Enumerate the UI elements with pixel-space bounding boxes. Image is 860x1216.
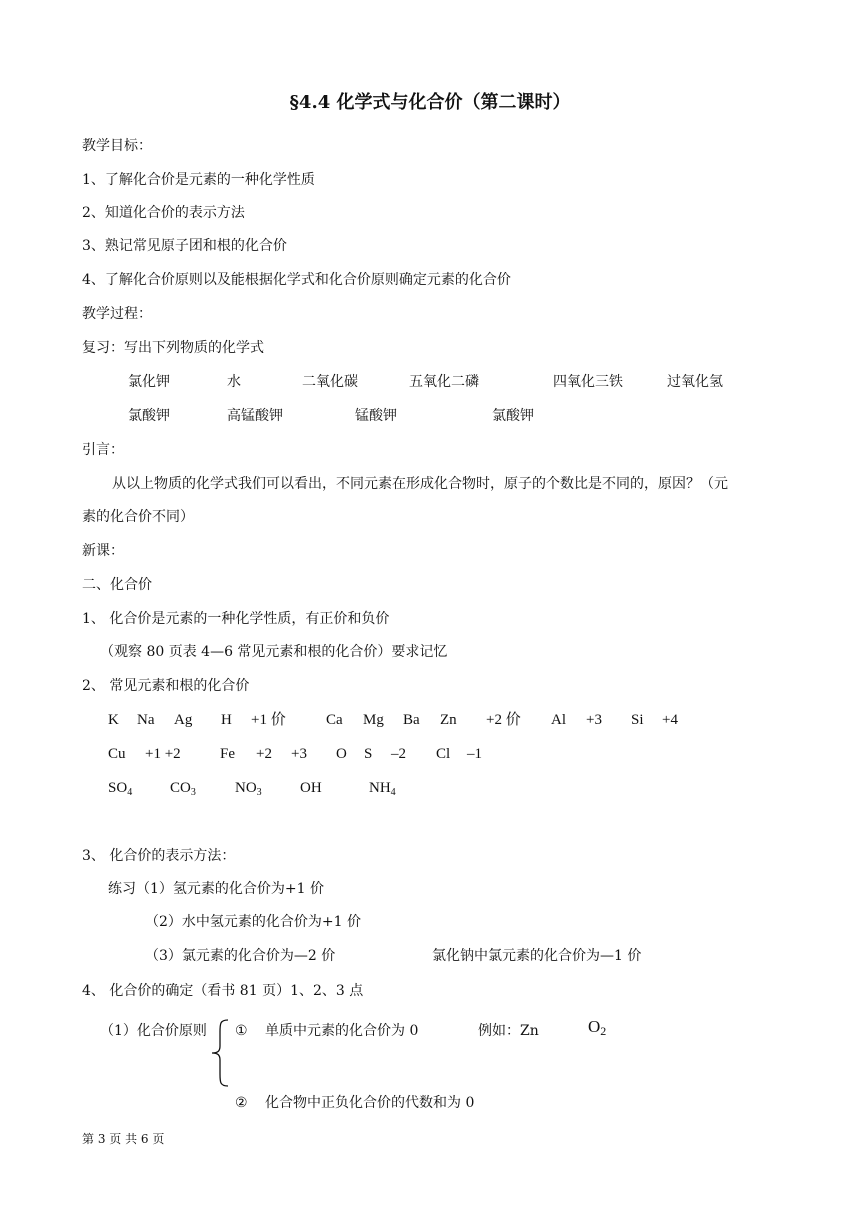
valence-value: +4 (662, 712, 678, 728)
point-1: 1、 化合价是元素的一种化学性质，有正价和负价 (82, 611, 390, 627)
element-symbol: Ca (326, 712, 343, 728)
exercise-3: （3）氯元素的化合价为—2 价 (145, 948, 336, 964)
review-item: 水 (227, 374, 241, 390)
section-heading: 二、化合价 (82, 577, 152, 593)
element-symbol: Ag (174, 712, 193, 728)
rule-2-mark: ② (235, 1095, 248, 1111)
point-2: 2、 常见元素和根的化合价 (82, 678, 250, 694)
new-lesson-heading: 新课： (82, 543, 124, 559)
valence-value: –2 (391, 746, 406, 762)
element-symbol: K (108, 712, 119, 728)
element-symbol: Cu (108, 746, 126, 762)
intro-text: 素的化合价不同） (82, 509, 194, 525)
element-symbol: Si (631, 712, 644, 728)
radical-formula: OH (300, 780, 322, 796)
exercise-3b: 氯化钠中氯元素的化合价为—1 价 (432, 948, 642, 964)
radical-formula: $CO_3$ (170, 780, 196, 798)
review-heading: 复习：写出下列物质的化学式 (82, 340, 264, 356)
rule-1-text: 单质中元素的化合价为 0 (265, 1023, 419, 1039)
valence-value: +3 (291, 746, 307, 762)
valence-value: –1 (467, 746, 482, 762)
element-symbol: O (336, 746, 347, 762)
brace-icon (202, 1018, 232, 1088)
element-symbol: Al (551, 712, 566, 728)
page-title: §4.4 化学式与化合价（第二课时） (289, 92, 571, 113)
valence-value: +2 (256, 746, 272, 762)
review-item: 氯化钾 (128, 374, 170, 390)
point-1-note: （观察 80 页表 4—6 常见元素和根的化合价）要求记忆 (100, 644, 448, 660)
valence-value: +1 +2 (145, 746, 181, 762)
element-symbol: Cl (436, 746, 451, 762)
review-item: 四氧化三铁 (553, 374, 623, 390)
exercise-2: （2）水中氢元素的化合价为+1 价 (145, 914, 361, 930)
goal-item: 1、了解化合价是元素的一种化学性质 (82, 172, 315, 188)
intro-text: 从以上物质的化学式我们可以看出，不同元素在形成化合物时，原子的个数比是不同的，原因？（元 (112, 476, 728, 492)
element-symbol: H (221, 712, 232, 728)
valence-value: +2 价 (486, 712, 521, 728)
rule-1-example: 例如：Zn (478, 1023, 539, 1039)
radical-formula: $NO_3$ (235, 780, 262, 798)
review-item: 高锰酸钾 (227, 408, 283, 424)
element-symbol: Fe (220, 746, 235, 762)
review-item: 氯酸钾 (492, 408, 534, 424)
element-symbol: Zn (440, 712, 457, 728)
principle-label: （1）化合价原则 (100, 1023, 207, 1039)
oxygen-formula: $O_2$ (588, 1017, 607, 1038)
page-footer: 第 3 页 共 6 页 (82, 1132, 165, 1146)
review-item: 氯酸钾 (128, 408, 170, 424)
review-item: 二氧化碳 (302, 374, 358, 390)
goal-item: 2、知道化合价的表示方法 (82, 205, 245, 221)
point-3: 3、 化合价的表示方法： (82, 848, 236, 864)
goal-item: 4、了解化合价原则以及能根据化学式和化合价原则确定元素的化合价 (82, 272, 511, 288)
radical-formula: $SO_4$ (108, 780, 133, 798)
point-4: 4、 化合价的确定（看书 81 页）1、2、3 点 (82, 983, 364, 999)
exercise-1: 练习（1）氢元素的化合价为+1 价 (108, 881, 324, 897)
element-symbol: Ba (403, 712, 420, 728)
goal-item: 3、熟记常见原子团和根的化合价 (82, 238, 287, 254)
element-symbol: Na (137, 712, 155, 728)
review-item: 锰酸钾 (355, 408, 397, 424)
rule-2-text: 化合物中正负化合价的代数和为 0 (265, 1095, 475, 1111)
intro-heading: 引言： (82, 442, 124, 458)
process-heading: 教学过程： (82, 306, 152, 322)
radical-formula: $NH_4$ (369, 780, 396, 798)
valence-value: +1 价 (251, 712, 286, 728)
element-symbol: Mg (363, 712, 384, 728)
valence-value: +3 (586, 712, 602, 728)
goals-heading: 教学目标： (82, 138, 152, 154)
review-item: 过氧化氢 (667, 374, 723, 390)
element-symbol: S (364, 746, 373, 762)
rule-1-mark: ① (235, 1023, 248, 1039)
review-item: 五氧化二磷 (409, 374, 479, 390)
